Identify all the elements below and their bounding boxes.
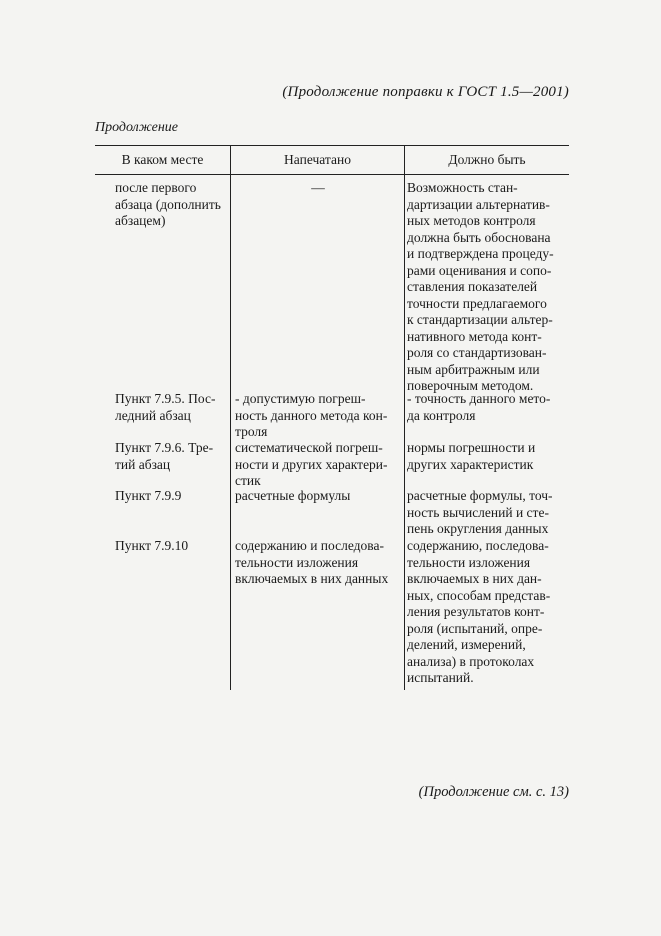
row-3-place: Пункт 7.9.6. Тре- тий абзац	[115, 440, 214, 472]
row-1-should-be: Возможность стан- дартизации альтернатив- ных методов контроля должна быть обоснована и подтверждена процеду- рами оценивания и сопо- ставления показателей точности предлагаемого к стандартизации альтер- нативного метода конт- роля со стандартизован- ным арбитражным или поверочным методом.	[407, 180, 554, 393]
row-5-place: Пункт 7.9.10	[115, 538, 189, 553]
header-place: В каком месте	[121, 152, 204, 167]
header-note: (Продолжение поправки к ГОСТ 1.5—2001)	[282, 84, 569, 100]
row-4-printed: расчетные формулы	[235, 488, 351, 503]
row-3-should-be: нормы погрешности и других характеристик	[407, 440, 536, 472]
continuation-label: Продолжение	[95, 120, 178, 135]
column-divider-1	[230, 145, 231, 690]
row-2-should-be: - точность данного мето- да контроля	[407, 391, 551, 423]
row-1-printed: —	[311, 180, 325, 195]
row-4-should-be: расчетные формулы, точ- ность вычислений и сте- пень округления данных	[407, 488, 553, 536]
row-4-place: Пункт 7.9.9	[115, 488, 182, 503]
row-1-place: после первого абзаца (дополнить абзацем)	[115, 180, 221, 228]
header-printed: Напечатано	[284, 152, 351, 167]
header-should-be: Должно быть	[448, 152, 526, 167]
row-2-printed: - допустимую погреш- ность данного метода кон- троля	[235, 391, 388, 439]
amendment-table	[95, 145, 569, 690]
table-top-border	[95, 145, 569, 146]
row-3-printed: систематической погреш- ности и других характери- стик	[235, 440, 388, 488]
column-divider-2	[404, 145, 405, 690]
row-2-place: Пункт 7.9.5. Пос- ледний абзац	[115, 391, 216, 423]
table-header-border	[95, 174, 569, 175]
row-5-should-be: содержанию, последова- тельности изложения включаемых в них дан- ных, способам представ- ления результатов конт- роля (испытаний, опре- делений, измерений, анализа) в протоколах испытаний.	[407, 538, 551, 685]
row-5-printed: содержанию и последова- тельности изложения включаемых в них данных	[235, 538, 389, 586]
footer-note: (Продолжение см. с. 13)	[418, 784, 569, 800]
